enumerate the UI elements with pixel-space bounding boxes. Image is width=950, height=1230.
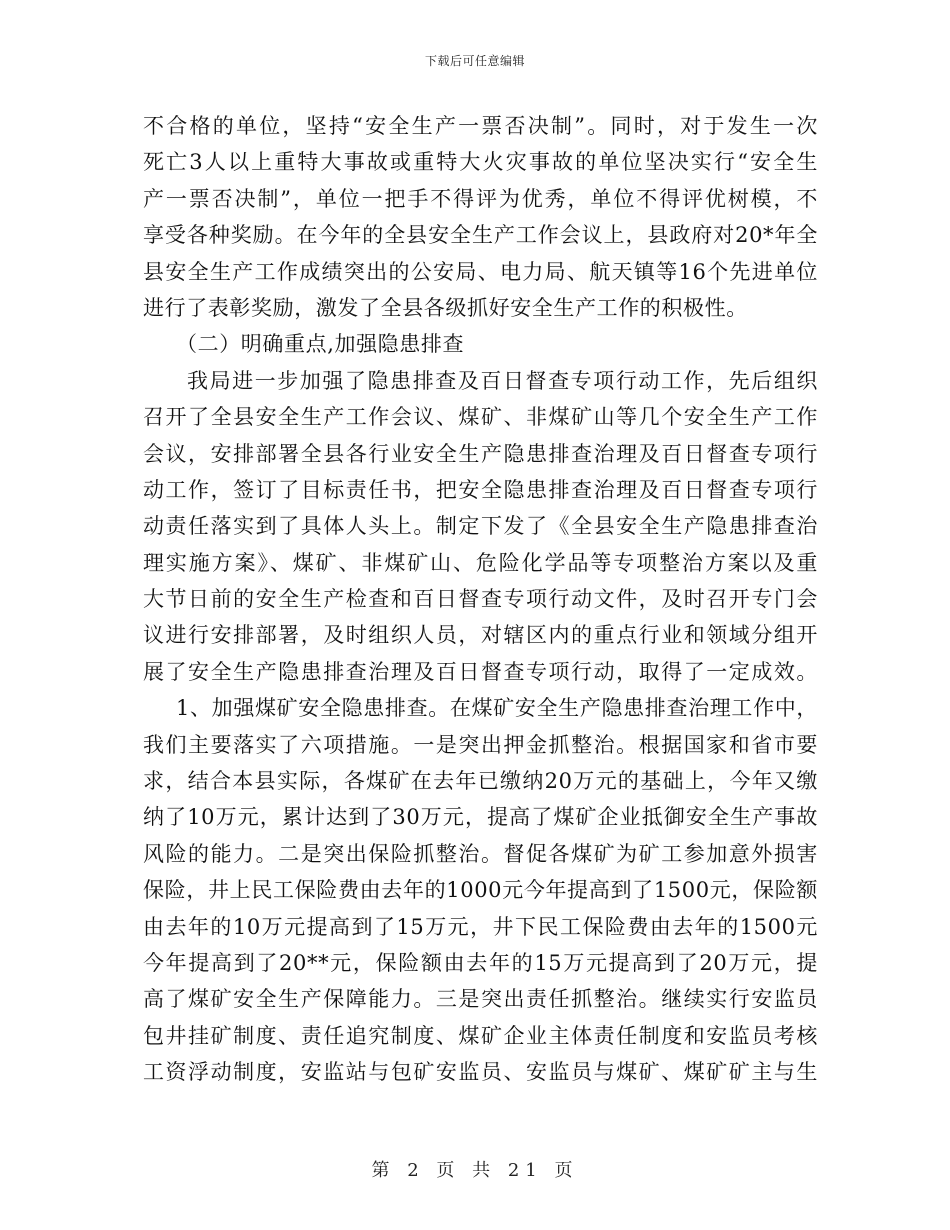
text-line: 我局进一步加强了隐患排查及百日督查专项行动工作，先后组织 bbox=[187, 368, 818, 393]
text-line: 议进行安排部署，及时组织人员，对辖区内的重点行业和领域分组开 bbox=[143, 623, 818, 648]
section-heading: （二）明确重点,加强隐患排查 bbox=[176, 332, 465, 357]
text-line: 大节日前的安全生产检查和百日督查专项行动文件，及时召开专门会 bbox=[143, 587, 818, 612]
text-line: 享受各种奖励。在今年的全县安全生产工作会议上，县政府对20*年全 bbox=[143, 223, 818, 248]
page-number-footer: 第 2 页 共 21 页 bbox=[371, 1160, 579, 1181]
text-line: 1、加强煤矿安全隐患排查。在煤矿安全生产隐患排查治理工作中， bbox=[176, 696, 818, 721]
text-line: 我们主要落实了六项措施。一是突出押金抓整治。根据国家和省市要 bbox=[143, 732, 818, 757]
text-line: 县安全生产工作成绩突出的公安局、电力局、航天镇等16个先进单位 bbox=[143, 259, 818, 284]
text-line: 动工作，签订了目标责任书，把安全隐患排查治理及百日督查专项行 bbox=[143, 477, 818, 502]
text-line: 产一票否决制”，单位一把手不得评为优秀，单位不得评优树模，不 bbox=[143, 186, 818, 211]
text-line: 进行了表彰奖励，激发了全县各级抓好安全生产工作的积极性。 bbox=[143, 295, 748, 320]
text-line: 动责任落实到了具体人头上。制定下发了《全县安全生产隐患排查治 bbox=[143, 514, 818, 539]
text-line: 会议，安排部署全县各行业安全生产隐患排查治理及百日督查专项行 bbox=[143, 441, 818, 466]
text-line: 展了安全生产隐患排查治理及百日督查专项行动，取得了一定成效。 bbox=[143, 659, 818, 684]
text-line: 死亡3人以上重特大事故或重特大火灾事故的单位坚决实行“安全生 bbox=[143, 150, 818, 175]
text-line: 高了煤矿安全生产保障能力。三是突出责任抓整治。继续实行安监员 bbox=[143, 987, 818, 1012]
text-line: 保险，井上民工保险费由去年的1000元今年提高到了1500元，保险额 bbox=[143, 878, 818, 903]
text-line: 理实施方案》、煤矿、非煤矿山、危险化学品等专项整治方案以及重 bbox=[143, 550, 818, 575]
text-line: 风险的能力。二是突出保险抓整治。督促各煤矿为矿工参加意外损害 bbox=[143, 841, 818, 866]
text-line: 不合格的单位，坚持“安全生产一票否决制”。同时，对于发生一次 bbox=[143, 114, 818, 138]
text-line: 包井挂矿制度、责任追究制度、煤矿企业主体责任制度和安监员考核 bbox=[143, 1023, 818, 1048]
text-line: 今年提高到了20**元，保险额由去年的15万元提高到了20万元，提 bbox=[143, 950, 818, 975]
text-line: 求，结合本县实际，各煤矿在去年已缴纳20万元的基础上，今年又缴 bbox=[143, 769, 818, 794]
text-line: 由去年的10万元提高到了15万元，井下民工保险费由去年的1500元 bbox=[143, 914, 818, 939]
text-line: 工资浮动制度，安监站与包矿安监员、安监员与煤矿、煤矿矿主与生 bbox=[143, 1060, 818, 1085]
text-line: 召开了全县安全生产工作会议、煤矿、非煤矿山等几个安全生产工作 bbox=[143, 405, 818, 430]
page-header: 下载后可任意编辑 bbox=[424, 54, 525, 68]
text-line: 纳了10万元，累计达到了30万元，提高了煤矿企业抵御安全生产事故 bbox=[143, 805, 818, 830]
body-text bbox=[143, 108, 818, 1091]
